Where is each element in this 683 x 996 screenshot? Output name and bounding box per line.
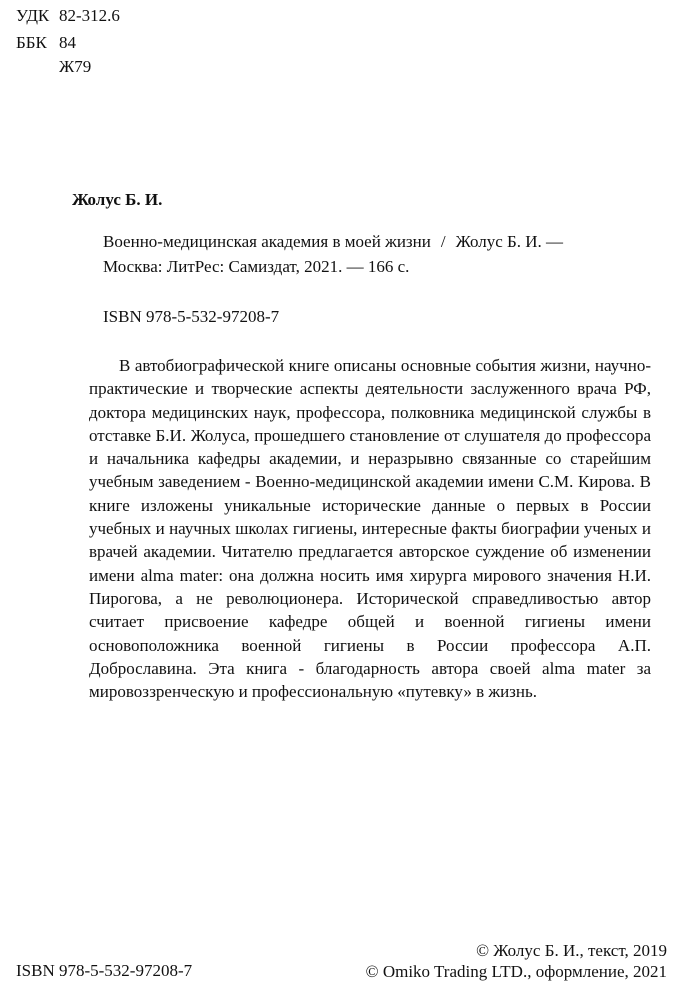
- udk-code: 82-312.6: [59, 6, 120, 25]
- bibliographic-line-1: [103, 232, 615, 252]
- record-author: Жолус Б. И. —: [455, 232, 564, 251]
- isbn-top: ISBN 978-5-532-97208-7: [103, 307, 280, 326]
- udk-row: [16, 6, 120, 26]
- bbk-label: ББК: [16, 33, 47, 52]
- bbk-code: 84: [59, 33, 76, 52]
- author-mark-row: [16, 57, 91, 77]
- author-mark: Ж79: [59, 57, 92, 76]
- author-heading: Жолус Б. И.: [72, 190, 163, 209]
- abstract-paragraph: В автобиографической книге описаны основные события жизни, научно-практические и творческие аспекты деятельности заслуженного врача РФ, доктора медицинских наук, профессора, полковника медицинской службы в отставке Б.И. Жолуса, прошедшего становление от слушателя до профессора и начальника кафедры академии, и неразрывно связанные со старейшим учебным заведением - Военно-медицинской академии имени С.М. Кирова. В книге изложены уникальные исторические данные о первых в России учебных и научных школах гигиены, интересные факты биографии ученых и врачей академии. Читателю предлагается авторское суждение об изменении имени alma mater: она должна носить имя хирурга мирового значения Н.И. Пирогова, а не революционера. Исторической справедливостью автор считает присвоение кафедре общей и военной гигиены имени основоположника военной гигиены в России профессора А.П. Доброславина. Эта книга - благодарность автора своей alma mater за мировоззренческую и профессиональную «путевку» в жизнь.: [89, 356, 651, 702]
- bibliographic-line-2: Москва: ЛитРес: Самиздат, 2021. — 166 с.: [103, 257, 410, 276]
- copyright-design-line: © Omiko Trading LTD., оформление, 2021: [365, 962, 667, 981]
- title-separator: /: [440, 232, 446, 251]
- udk-label: УДК: [16, 6, 50, 25]
- copyright-text-line: © Жолус Б. И., текст, 2019: [476, 941, 667, 960]
- bbk-row: [16, 33, 76, 53]
- isbn-footer: ISBN 978-5-532-97208-7: [16, 961, 193, 980]
- book-title: Военно-медицинская академия в моей жизни: [103, 232, 431, 251]
